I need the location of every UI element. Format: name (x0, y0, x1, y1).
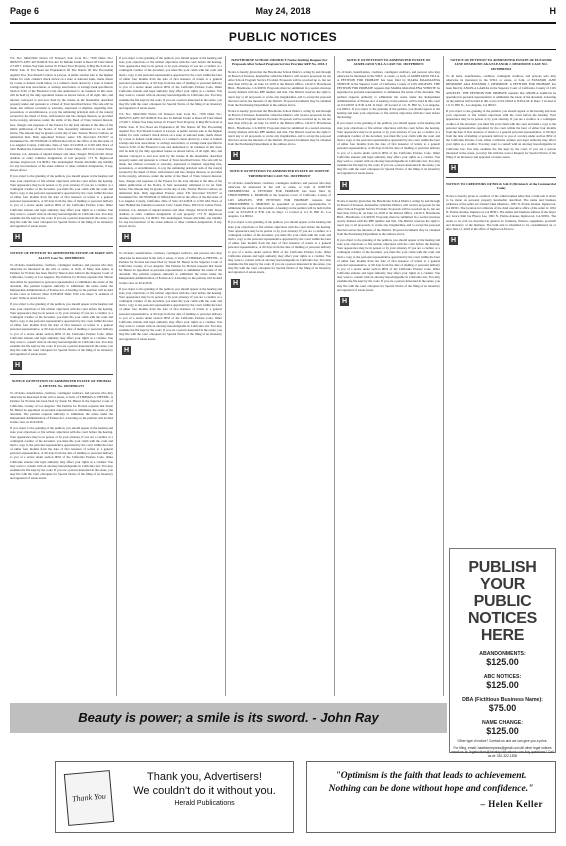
notice-column-4 (337, 56, 440, 686)
notice-body: To all heirs, beneficiaries, creditors, contingent creditors, and persons who may otherwise be interested in the WILL or estate, or both, of ELEANOR JANE DESIMONE AKA ELEANOR J. DESIMONE. A PETITION FOR PROBATE has been filed by ANGELA GARCIA in the Superior Court of California, County of LOS ANGELES. THE PETITION FOR PROBATE requests that ANGELA GARCIA be appointed as personal representative to administer the estate of the decedent. A hearing on the petition will be held in this court on 6/21/2018 at 8:30 A.M. in Dept. 5 located at 111 N. Hill St., Los Angeles, CA 90012. (446, 73, 556, 107)
thank-you-box (55, 761, 294, 833)
notice-body: If you object to the granting of the petition, you should appear at the hearing and state your objections or file written objections with the court before the hearing. Your appearance may be in person or by your attorney. If you are a creditor or a contingent creditor of the decedent, you must file your claim with the court and mail a copy to the personal representative appointed by the court within the later of either four months from the date of first issuance of letters to a general personal representative, or 60 days from the date of mailing or personal delivery to you of a notice under section 9052 of the California Probate Code. Other California statutes and legal authority may affect your rights as a creditor. You may want to consult with an attorney knowledgeable in California law. You may examine the file kept by the court. If you are a person interested in the estate, you may file with the court a Request for Special Notice of the filing of an inventory and appraisal of estate assets. (337, 237, 440, 292)
notice-title: NOTICE OF PETITION TO ADMINISTER ESTATE OF THOMAS A. HETZEL No. 18STPB01273 (11, 379, 112, 388)
publisher-icon: H (14, 234, 21, 242)
notice-title: NOTICE TO CREDITORS OF BULK SALE (Division 6 of the Commercial Code) (446, 182, 556, 191)
divider (10, 246, 113, 247)
notice-body: If you object to the granting of the petition, you should appear at the hearing and state your objections or file written objections with the court before the hearing. Your appearance may be in person or by your attorney. If you are a creditor or a contingent creditor of the decedent, you must file your claim with the court and mail a copy to the personal representative appointed by the court within the later of either four months from the date of first issuance of letters to a general personal representative, or 60 days from the date of mailing or personal delivery to you of a notice under section 9052 of the California Probate Code. Other California statutes and legal authority may affect your rights as a creditor. You may want to consult with an attorney knowledgeable in California law. You may examine the file kept by the court. If you are a person interested in the estate, you may file with the court a Request for Special Notice of the filing of an inventory and appraisal of estate assets. (10, 426, 113, 481)
section-title: PUBLIC NOTICES (10, 22, 556, 50)
ad-category: ABC NOTICES: (483, 674, 522, 680)
notice-title: NOTICE OF PETITION TO ADMINISTER ESTATE OF JOSETTE TREMBOWSKI CASE NO. 18STPB02937 (229, 169, 330, 178)
notice-title: NOTICE OF PETITION TO ADMINISTER ESTATE OF MARY ANN ALLEN Case No. 18STPB01021 (10, 251, 113, 260)
ad-category: ABANDONMENTS: (479, 651, 526, 657)
quote-text: "Optimism is the faith that leads to achievement. Nothing can be done without hope and confidence." (328, 771, 534, 794)
column-divider (116, 56, 117, 696)
ad-price: $125.00 (486, 657, 519, 667)
quote-banner: Beauty is power; a smile is its sword. - John Ray (10, 703, 447, 733)
quote-author: – Helen Keller (480, 799, 543, 809)
publisher-icon: H (341, 297, 348, 305)
notice-body: If you object to the granting of the petition, you should appear at the hearing and state your objections or file written objections with the court before the hearing. Your appearance may be in person or by your attorney. If you are a creditor or a contingent creditor of the decedent, you must file your claim with the court and mail a copy to the personal representative appointed by the court within the later of either four months from the date of first issuance of letters to a general personal representative, or 60 days from the date of mailing or personal delivery to you of a notice under section 9052 of the California Probate Code. Other California statutes and legal authority may affect your rights as a creditor. You may want to consult with an attorney knowledgeable in California law. You may examine the file kept by the court. If you are a person interested in the estate, you may file with the court a Request for Special Notice of the filing of an inventory and appraisal of estate assets. (446, 109, 556, 159)
ad-price: $125.00 (486, 726, 519, 736)
divider (119, 246, 222, 247)
column-divider (443, 56, 444, 696)
notice-body: If you object to the granting of the petition, you should appear at the hearing and state your objections or file written objections with the court before the hearing. Your appearance may be in person or by your attorney. If you are a creditor or a contingent creditor of the decedent, you must file your claim with the court and mail a copy to the personal representative appointed by the court within the later of either four months from the date of first issuance of letters to a general personal representative, or 60 days from the date of mailing or personal delivery to you of a notice under section 9052 of the California Probate Code. Other California statutes and legal authority may affect your rights as a creditor. You may want to consult with an attorney knowledgeable in California law. You may examine the file kept by the court. If you are a person interested in the estate, you may file with the court a Request for Special Notice of the filing of an inventory and appraisal of estate assets. (119, 56, 222, 110)
notice-body: If you object to the granting of the petition, you should appear at the hearing and state your objections or file written objections with the court before the hearing. Your appearance may be in person or by your attorney. If you are a creditor or a contingent creditor of the decedent, you must file your claim with the court and mail a copy to the personal representative appointed by the court within the later of either four months from the date of first issuance of letters to a general personal representative, or 60 days from the date of mailing or personal delivery to you of a notice under section 9052 of the California Probate Code. Other California statutes and legal authority may affect your rights as a creditor. You may want to consult with an attorney knowledgeable in California law. You may examine the file kept by the court. If you are a person interested in the estate, you may file with the court a Request for Special Notice of the filing of an inventory and appraisal of estate assets. (119, 286, 222, 341)
divider (446, 177, 556, 178)
divider (228, 164, 331, 165)
publisher-icon: H (341, 181, 348, 189)
notice-column-1 (10, 56, 113, 686)
publisher-icon: H (14, 362, 21, 370)
publisher-mark: H (549, 6, 556, 16)
notice-body: Notice is hereby given that the Hawthorne School District, acting by and through its Board of Trustees, hereinafter called the District, will receive proposals for the After School Program Service Provider. Proposals will be received up to, but not later than 2:00 p.m. on June 14, 2018 at the District Office, 14120 S. Hawthorne Blvd., Hawthorne, CA 90250. Proposals must be submitted in a sealed envelope clearly marked with the RFP number and title. The District reserves the right to reject any or all proposals, to waive any irregularities, and to accept the proposal that best serves the interests of the District. Proposal documents may be obtained from the Purchasing Department at the address above. (228, 69, 331, 107)
publisher-icon: H (232, 152, 239, 160)
notice-body: T.S. No.: 9462/2022 Notice Of Trustee's Sale Loan No.: 7108 Order No.: 00052575 APN: 4071016016 You Are In Default Under A Deed Of Trust Dated 2/7/2017. Unless You Take Action To Protect Your Property, It May Be Sold At A Public Sale. If You Need An Explanation Of The Nature Of The Proceeding Against You, You Should Contact A Lawyer. A public auction sale to the highest bidder for cash, cashier's check drawn on a state or national bank, check drawn by a state or federal credit union, or a cashier's check drawn by a state or federal savings and loan association, or savings association, or savings bank specified in Section 5102 of the Financial Code and authorized to do business in this state, will be held by the duly appointed trustee as shown below, of all right, title, and interest conveyed to and now held by the trustee in the hereinafter described property under and pursuant to a Deed of Trust described below. The sale will be made, but without covenant or warranty, expressed or implied, regarding title, possession, or encumbrances, to pay the remaining principal sum of the note(s) secured by the Deed of Trust, with interest and late charges thereon, as provided in the note(s), advances, under the terms of the Deed of Trust, interest thereon, fees, charges and expenses of the Trustee for the total amount at the time of the initial publication of the Notice of Sale reasonably estimated to be set forth below. The amount may be greater on the day of sale. Trustor: Hector Cabrera, an unmarried man. Duly Appointed Trustee: Aztec TD. Recorded 3/3/2017 as Instrument No. 20170228149 of Official Records in the office of the Recorder of Los Angeles County, California. Date of Sale: 6/14/2018 at 11:00 AM. Place of Sale: Behind the fountain located in Civic Center Plaza, 400 Civic Center Plaza, Pomona, CA. Amount of unpaid balance and other charges: $552,221.90. Street Address or other common designation of real property: 173 N. Inglewood Avenue, Inglewood, CA 90301. The undersigned Trustee disclaims any liability for any incorrectness of the street address or other common designation, if any, shown above. (119, 112, 222, 229)
ad-note: Other type of notice? Contact us and we can give you a price. (457, 739, 548, 743)
publisher-icon: H (450, 237, 457, 245)
ad-price: $75.00 (488, 703, 517, 713)
notice-body: If you object to the granting of the petition, you should appear at the hearing and state your objections or file written objections with the court before the hearing. Your appearance may be in person or by your attorney. If you are a creditor or a contingent creditor of the decedent, you must file your claim with the court and mail a copy to the personal representative appointed by the court within the later of either four months from the date of first issuance of letters to a general personal representative, or 60 days from the date of mailing or personal delivery to you of a notice under section 9052 of the California Probate Code. Other California statutes and legal authority may affect your rights as a creditor. You may want to consult with an attorney knowledgeable in California law. You may examine the file kept by the court. If you are a person interested in the estate, you may file with the court a Request for Special Notice of the filing of an inventory and appraisal of estate assets. (228, 220, 331, 275)
notice-title: HAWTHORNE SCHOOL DISTRICT Notice Inviting Request For Proposals After School Program Service Provider RFP No. 2018-3 (231, 58, 328, 67)
notice-body: Notice is hereby given that the Hawthorne School District, acting by and through its Board of Trustees, hereinafter called the District, will receive proposals for the After School Program Service Provider. Proposals will be received up to, but not later than 2:00 p.m. on June 14, 2018 at the District Office, 14120 S. Hawthorne Blvd., Hawthorne, CA 90250. Proposals must be submitted in a sealed envelope clearly marked with the RFP number and title. The District reserves the right to reject any or all proposals, to waive any irregularities, and to accept the proposal that best serves the interests of the District. Proposal documents may be obtained from the Purchasing Department at the address above. (337, 198, 440, 236)
ad-category: DBA (Fictitious Business Name): (462, 697, 543, 703)
publisher-icon: H (450, 165, 457, 173)
notice-body: To all heirs, beneficiaries, creditors, contingent creditors, and persons who may otherwise be interested in the will or estate, or both, of THOMAS A. HETZEL. A Petition for Probate has been filed by Susan M. Hetzel in the Superior Court of California, County of Los Angeles. The Petition for Probate requests that Susan M. Hetzel be appointed as personal representative to administer the estate of the decedent. The petition requests authority to administer the estate under the Independent Administration of Estates Act. A hearing on the petition will be held in this court on 6/14/2018. (119, 251, 222, 285)
ad-price: $125.00 (486, 680, 519, 690)
notice-body: If you object to the granting of the petition, you should appear at the hearing and state your objections or file written objections with the court before the hearing. Your appearance may be in person or by your attorney. If you are a creditor or a contingent creditor of the decedent, you must file your claim with the court and mail a copy to the personal representative appointed by the court within the later of either four months from the date of first issuance of letters to a general personal representative, or 60 days from the date of mailing or personal delivery to you of a notice under section 9052 of the California Probate Code. Other California statutes and legal authority may affect your rights as a creditor. You may want to consult with an attorney knowledgeable in California law. You may examine the file kept by the court. If you are a person interested in the estate, you may file with the court a Request for Special Notice of the filing of an inventory and appraisal of estate assets. (10, 174, 113, 229)
column-divider (334, 56, 335, 696)
notice-column-3 (228, 56, 331, 686)
issue-date: May 24, 2018 (255, 6, 311, 16)
optimism-quote-box (306, 761, 556, 833)
notice-body: To all heirs, beneficiaries, creditors, contingent creditors, and persons who may otherwise be interested in the will or estate, or both, of THOMAS A. HETZEL. A Petition for Probate has been filed by Susan M. Hetzel in the Superior Court of California, County of Los Angeles. The Petition for Probate requests that Susan M. Hetzel be appointed as personal representative to administer the estate of the decedent. The petition requests authority to administer the estate under the Independent Administration of Estates Act. A hearing on the petition will be held in this court on 6/14/2018. (10, 391, 113, 425)
thank-you-card-image: Thank You (64, 770, 114, 826)
divider (337, 194, 440, 195)
notice-body: T.S. No.: 9462/2022 Notice Of Trustee's Sale Loan No.: 7108 Order No.: 00052575 APN: 4071016016 You Are In Default Under A Deed Of Trust Dated 2/7/2017. Unless You Take Action To Protect Your Property, It May Be Sold At A Public Sale. If You Need An Explanation Of The Nature Of The Proceeding Against You, You Should Contact A Lawyer. A public auction sale to the highest bidder for cash, cashier's check drawn on a state or national bank, check drawn by a state or federal credit union, or a cashier's check drawn by a state or federal savings and loan association, or savings association, or savings bank specified in Section 5102 of the Financial Code and authorized to do business in this state, will be held by the duly appointed trustee as shown below, of all right, title, and interest conveyed to and now held by the trustee in the hereinafter described property under and pursuant to a Deed of Trust described below. The sale will be made, but without covenant or warranty, expressed or implied, regarding title, possession, or encumbrances, to pay the remaining principal sum of the note(s) secured by the Deed of Trust, with interest and late charges thereon, as provided in the note(s), advances, under the terms of the Deed of Trust, interest thereon, fees, charges and expenses of the Trustee for the total amount at the time of the initial publication of the Notice of Sale reasonably estimated to be set forth below. The amount may be greater on the day of sale. Trustor: Hector Cabrera, an unmarried man. Duly Appointed Trustee: Aztec TD. Recorded 3/3/2017 as Instrument No. 20170228149 of Official Records in the office of the Recorder of Los Angeles County, California. Date of Sale: 6/14/2018 at 11:00 AM. Place of Sale: Behind the fountain located in Civic Center Plaza, 400 Civic Center Plaza, Pomona, CA. Amount of unpaid balance and other charges: $552,221.90. Street Address or other common designation of real property: 173 N. Inglewood Avenue, Inglewood, CA 90301. The undersigned Trustee disclaims any liability for any incorrectness of the street address or other common designation, if any, shown above. (10, 56, 113, 173)
notice-body: If you object to the granting of the petition, you should appear at the hearing and state your objections or file written objections with the court before the hearing. Your appearance may be in person or by your attorney. If you are a creditor or a contingent creditor of the decedent, you must file your claim with the court and mail a copy to the personal representative appointed by the court within the later of either four months from the date of first issuance of letters to a general personal representative, or 60 days from the date of mailing or personal delivery to you of a notice under section 9052 of the California Probate Code. Other California statutes and legal authority may affect your rights as a creditor. You may want to consult with an attorney knowledgeable in California law. You may examine the file kept by the court. If you are a person interested in the estate, you may file with the court a Request for Special Notice of the filing of an inventory and appraisal of estate assets. (10, 302, 113, 357)
thank-you-message (122, 770, 287, 810)
page-number: Page 6 (10, 6, 40, 16)
notice-body: Notice is hereby given to creditors of the within named seller that a bulk sale is about to be made on personal property hereinafter described. The name and business addresses of the seller are: Daniel Chen Okamoto, 1061 N. Prairie Avenue, Inglewood, CA 90301. The location in California of the chief executive office of the seller is: 1061 N. Prairie Avenue, Inglewood, CA 90301. The names and business address of the buyer are: Grace Kim Jae Hyeon Lee, 1061 N. Prairie Avenue, Inglewood, CA 90301. The assets to be sold are described in general as: furniture, fixtures, equipment, goodwill and inventory of the business. The bulk sale is scheduled to be consummated on or after June 11, 2018 at the office of Inglewood Escrow. (446, 193, 556, 231)
thank-you-line-1: Thank you, Advertisers! (147, 771, 262, 783)
notice-body: To all heirs, beneficiaries, creditors, contingent creditors, and persons who may otherwise be interested in the WILL or estate, or both, of AURELIANO VILLA. A PETITION FOR PROBATE has been filed by MARIA MAGDALENA VIERSTE in the Superior Court of California, County of LOS ANGELES. THE PETITION FOR PROBATE requests that MARIA MAGDALENA VIERSTE be appointed as personal representative to administer the estate of the decedent. The petition requests authority to administer the estate under the Independent Administration of Estates Act. A hearing on the petition will be held in this court on 6/13/2018 at 8:30 A.M. in Dept. 29 located at 111 N. Hill St., Los Angeles, CA 90012. If you object to the granting of the petition, you should appear at the hearing and state your objections or file written objections with the court before the hearing. (337, 69, 440, 120)
ad-category: NAME CHANGE: (482, 720, 523, 726)
thank-you-line-3: Herald Publications (174, 800, 235, 807)
publisher-icon: H (123, 346, 130, 354)
notice-body: Notice is hereby given that the Hawthorne School District, acting by and through its Board of Trustees, hereinafter called the District, will receive proposals for the After School Program Service Provider. Proposals will be received up to, but not later than 2:00 p.m. on June 14, 2018 at the District Office, 14120 S. Hawthorne Blvd., Hawthorne, CA 90250. Proposals must be submitted in a sealed envelope clearly marked with the RFP number and title. The District reserves the right to reject any or all proposals, to waive any irregularities, and to accept the proposal that best serves the interests of the District. Proposal documents may be obtained from the Purchasing Department at the address above. (228, 109, 331, 147)
thank-you-line-2: We couldn't do it without you. (133, 785, 276, 797)
notice-body: If you object to the granting of the petition, you should appear at the hearing and state your objections or file written objections with the court before the hearing. Your appearance may be in person or by your attorney. If you are a creditor or a contingent creditor of the decedent, you must file your claim with the court and mail a copy to the personal representative appointed by the court within the later of either four months from the date of first issuance of letters to a general personal representative, or 60 days from the date of mailing or personal delivery to you of a notice under section 9052 of the California Probate Code. Other California statutes and legal authority may affect your rights as a creditor. You may want to consult with an attorney knowledgeable in California law. You may examine the file kept by the court. If you are a person interested in the estate, you may file with the court a Request for Special Notice of the filing of an inventory and appraisal of estate assets. (337, 121, 440, 176)
column-divider (225, 56, 226, 696)
divider (10, 374, 113, 375)
notice-title: NOTICE OF PETITION TO ADMINISTER ESTATE OF ELEANOR JANE DESIMONE AKA ELEANOR J. DESIMONE CASE NO. 18STPB03924 (450, 58, 552, 71)
page-header (10, 6, 556, 18)
publisher-icon: H (232, 280, 239, 288)
notice-title: NOTICE OF PETITION TO ADMINISTER ESTATE OF AURELIANO VILLA CASE NO. 18STPB05074 (346, 58, 431, 67)
notice-column-5 (446, 56, 556, 536)
publish-notices-ad (449, 548, 556, 758)
notice-body: To all heirs, beneficiaries, creditors, contingent creditors, and persons who may otherwise be interested in the will or estate, or both, of Mary Ann Allen. A Petition for Probate has been filed by Sharon Ann Allen in the Superior Court of California, County of Los Angeles. The Petition for Probate requests that Sharon Ann Allen be appointed as personal representative to administer the estate of the decedent. The petition requests authority to administer the estate under the Independent Administration of Estates Act. A hearing on the petition will be held in this court as follows: Date: 6/18/2018 Time: 8:30 a.m. Dept.: 9. Address of Court: Same as noted above. (10, 263, 113, 301)
notice-column-2 (119, 56, 222, 686)
publisher-icon: H (123, 234, 130, 242)
ad-headline: PUBLISH YOUR PUBLIC NOTICES HERE (467, 559, 538, 644)
ad-contact: For filing, email: hawthornepress@gmail.com All other legal notices email us at: legalnotices@heraldpublications.com Any questions? Call us at: 310-322-1830 (451, 746, 554, 758)
notice-body: To all heirs, beneficiaries, creditors, contingent creditors, and persons who may otherwise be interested in the will or estate, or both of JOSETTE TREMBOWSKI. A PETITION FOR PROBATE has been filed by CHRISTOPHER L. MORTON in the Superior Court of California, County of LOS ANGELES. THE PETITION FOR PROBATE requests that CHRISTOPHER L. MORTON be appointed as personal representative to administer the estate of the decedent. A hearing on the petition will be held in this court on 6/19/2018 at 8:30 a.m. in Dept. 11 located at 111 N. Hill St., Los Angeles, CA 90012. (228, 181, 331, 219)
